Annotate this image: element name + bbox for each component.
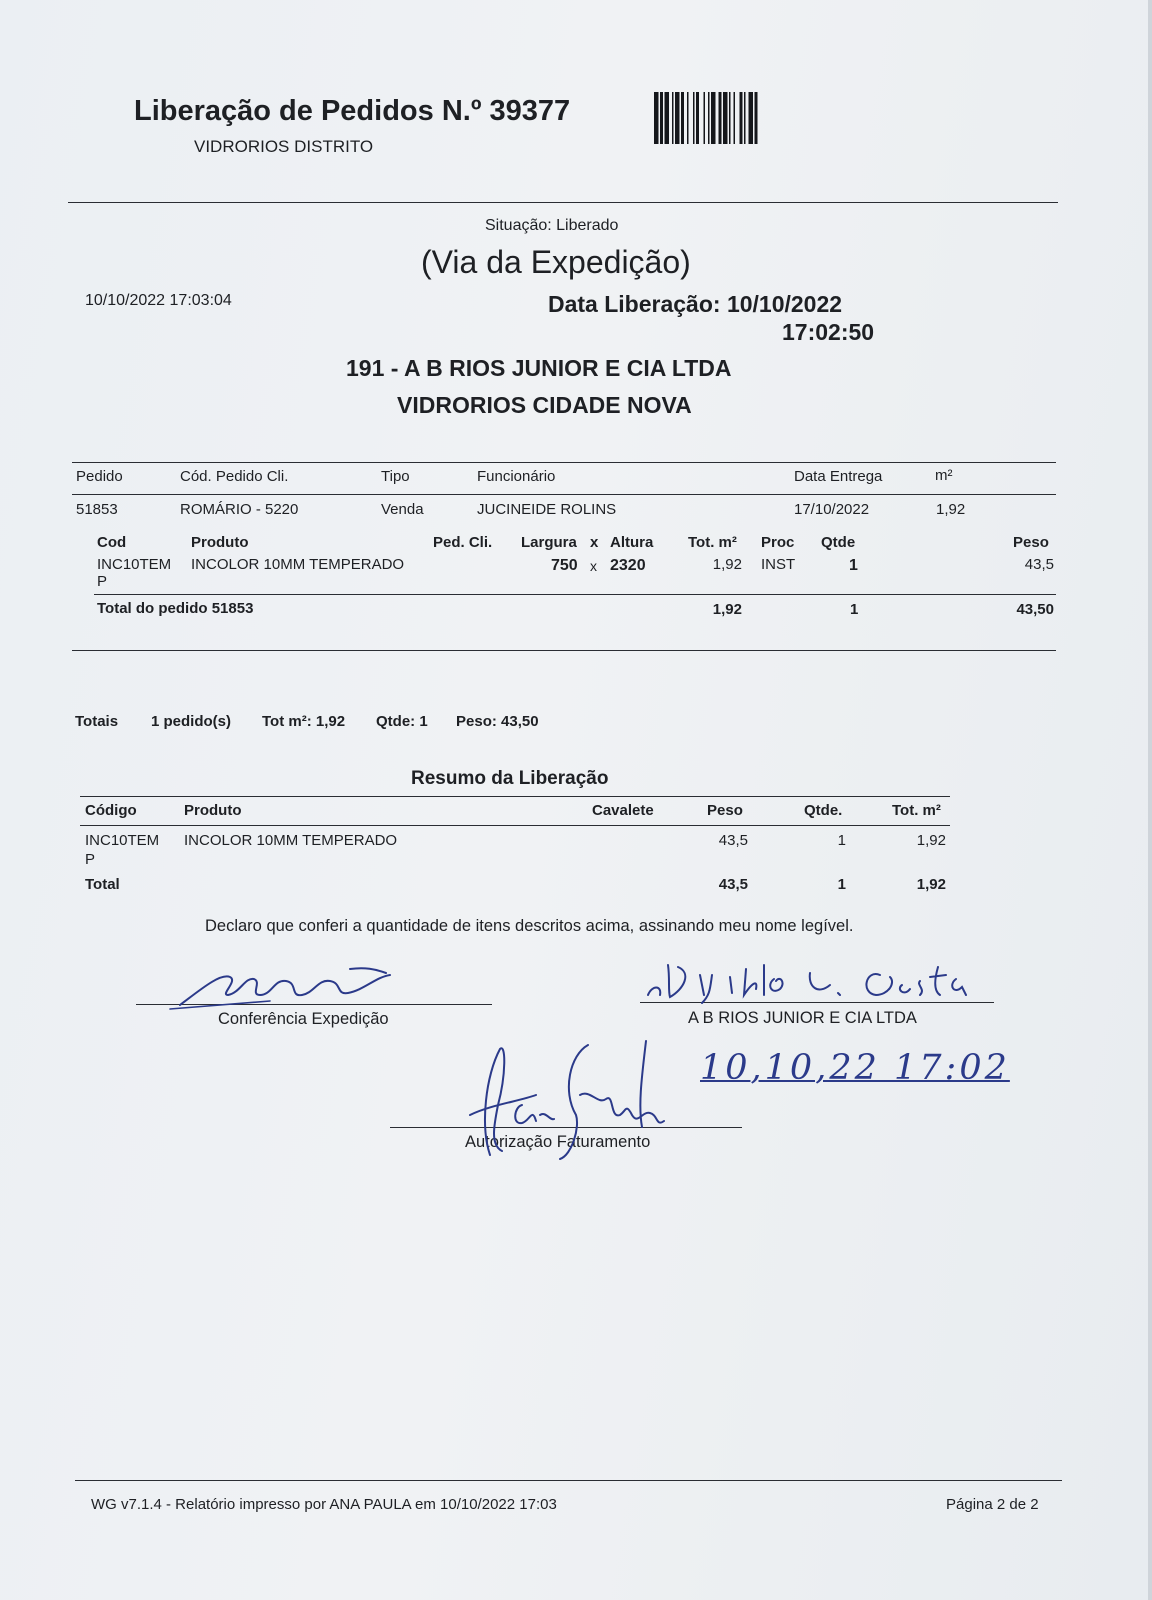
signature-label-auth: Autorização Faturamento xyxy=(465,1133,651,1151)
summary-total-peso: 43,5 xyxy=(718,876,748,893)
signature-label-left: Conferência Expedição xyxy=(218,1010,389,1028)
summary-col-produto: Produto xyxy=(184,802,242,819)
delivery-date: 17/10/2022 xyxy=(794,501,870,518)
col-proc: Proc xyxy=(761,534,795,551)
item-altura: 2320 xyxy=(610,557,646,574)
totals-m2: Tot m²: 1,92 xyxy=(262,713,346,730)
declaration-text: Declaro que conferi a quantidade de itens descritos acima, assinando meu nome legível. xyxy=(205,917,854,935)
summary-total-qtde: 1 xyxy=(837,876,846,893)
client-order-code: ROMÁRIO - 5220 xyxy=(180,501,299,518)
item-x: x xyxy=(590,558,597,574)
release-date: Data Liberação: 10/10/2022 xyxy=(548,291,843,317)
totals-pedidos: 1 pedido(s) xyxy=(151,713,232,730)
col-funcionario: Funcionário xyxy=(477,468,556,485)
col-ped-cli: Ped. Cli. xyxy=(433,534,493,551)
col-m2: m² xyxy=(935,467,953,484)
order-total-m2: 1,92 xyxy=(712,601,742,618)
totals-label: Totais xyxy=(75,713,119,730)
summary-qtde: 1 xyxy=(837,832,846,849)
col-cod-pedido-cli: Cód. Pedido Cli. xyxy=(180,468,289,485)
totals-peso: Peso: 43,50 xyxy=(456,713,539,730)
col-tipo: Tipo xyxy=(381,468,410,485)
item-peso: 43,5 xyxy=(1024,556,1054,573)
page-number: Página 2 de 2 xyxy=(946,1496,1039,1513)
summary-col-codigo: Código xyxy=(85,802,137,819)
col-pedido: Pedido xyxy=(76,468,123,485)
summary-top-rule xyxy=(80,796,950,797)
summary-col-cavalete: Cavalete xyxy=(592,802,654,819)
items-total-rule xyxy=(94,594,1056,595)
signature-auth xyxy=(450,1035,680,1175)
summary-col-tot-m2: Tot. m² xyxy=(892,802,941,819)
col-data-entrega: Data Entrega xyxy=(794,468,883,485)
item-proc: INST xyxy=(761,556,796,573)
col-tot-m2: Tot. m² xyxy=(688,534,737,551)
order-total-qtde: 1 xyxy=(850,601,859,618)
summary-tot-m2: 1,92 xyxy=(916,832,946,849)
header-divider xyxy=(68,202,1058,203)
barcode-icon xyxy=(654,92,830,144)
signature-client xyxy=(640,955,1000,1010)
signature-label-right: A B RIOS JUNIOR E CIA LTDA xyxy=(688,1009,917,1027)
summary-peso: 43,5 xyxy=(718,832,748,849)
item-qtde: 1 xyxy=(849,557,858,574)
col-x: x xyxy=(590,534,599,551)
col-qtde: Qtde xyxy=(821,534,856,551)
summary-col-qtde: Qtde. xyxy=(804,802,843,819)
status-text: Situação: Liberado xyxy=(485,217,619,234)
item-largura: 750 xyxy=(551,557,578,574)
order-table-top-rule xyxy=(72,462,1056,463)
order-type: Venda xyxy=(381,501,424,518)
summary-total-m2: 1,92 xyxy=(916,876,946,893)
signature-conferencia xyxy=(150,955,410,1015)
order-total-label: Total do pedido 51853 xyxy=(97,600,254,617)
col-largura: Largura xyxy=(521,534,577,551)
order-section-end-rule xyxy=(72,650,1056,651)
item-code: INC10TEM xyxy=(97,556,172,573)
col-produto: Produto xyxy=(191,534,249,551)
order-number: 51853 xyxy=(76,501,118,518)
summary-title: Resumo da Liberação xyxy=(411,768,609,789)
item-product: INCOLOR 10MM TEMPERADO xyxy=(191,556,405,573)
col-altura: Altura xyxy=(610,534,654,551)
summary-col-peso: Peso xyxy=(707,802,743,819)
employee-name: JUCINEIDE ROLINS xyxy=(477,501,617,518)
col-cod: Cod xyxy=(97,534,127,551)
totals-qtde: Qtde: 1 xyxy=(376,713,428,730)
footer-print-info: WG v7.1.4 - Relatório impresso por ANA PAULA em 10/10/2022 17:03 xyxy=(91,1496,557,1513)
company-name: VIDRORIOS DISTRITO xyxy=(194,137,374,156)
client-name: 191 - A B RIOS JUNIOR E CIA LTDA xyxy=(346,355,732,381)
client-branch: VIDRORIOS CIDADE NOVA xyxy=(397,392,692,418)
print-datetime: 10/10/2022 17:03:04 xyxy=(85,292,232,309)
summary-total-label: Total xyxy=(85,876,120,893)
release-time: 17:02:50 xyxy=(782,319,875,345)
summary-header-rule xyxy=(80,825,950,826)
copy-type: (Via da Expedição) xyxy=(421,244,691,280)
summary-product: INCOLOR 10MM TEMPERADO xyxy=(184,832,398,849)
summary-code-wrap: P xyxy=(85,851,96,868)
handwritten-date: 10,10,22 17:02 xyxy=(700,1048,1010,1088)
item-tot-m2: 1,92 xyxy=(712,556,742,573)
order-table-header-rule xyxy=(72,494,1056,495)
summary-code: INC10TEM xyxy=(85,832,160,849)
footer-rule xyxy=(75,1480,1062,1481)
order-m2: 1,92 xyxy=(936,501,966,518)
col-peso: Peso xyxy=(1013,534,1049,551)
document-title: Liberação de Pedidos N.º 39377 xyxy=(134,95,571,127)
item-code-wrap: P xyxy=(97,573,108,590)
order-total-peso: 43,50 xyxy=(1016,601,1054,618)
